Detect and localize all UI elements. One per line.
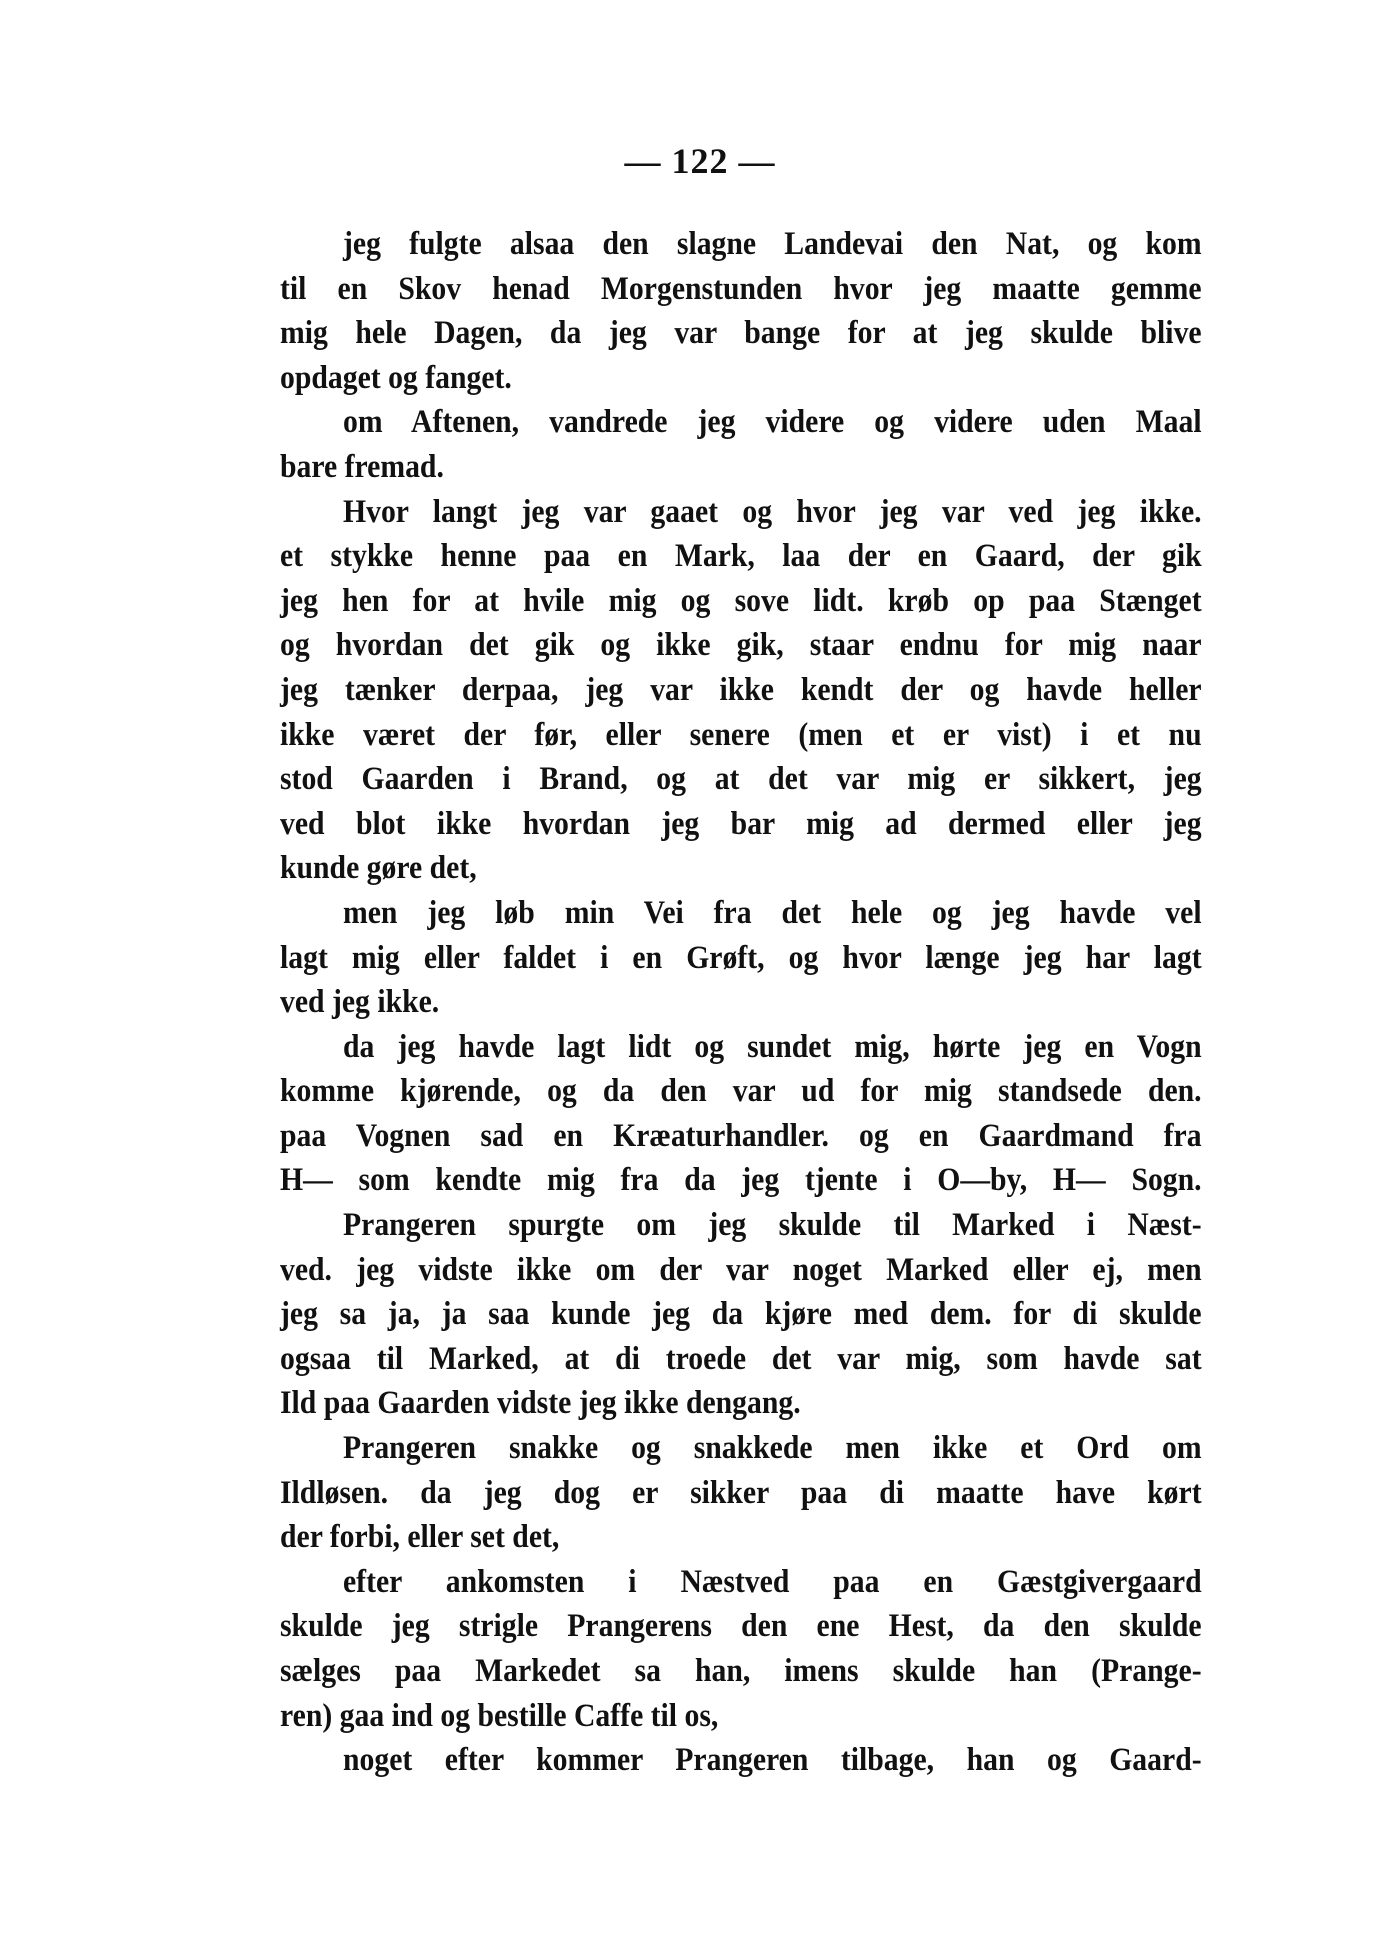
text-line: Ildløsen. da jeg dog er sikker paa di maatte have kørt [280,1474,1202,1511]
text-line: efter ankomsten i Næstved paa en Gæstgivergaard [343,1563,1202,1600]
text-line: lagt mig eller faldet i en Grøft, og hvor længe jeg har lagt [280,939,1202,976]
text-line: bare fremad. [280,448,444,485]
text-line: men jeg løb min Vei fra det hele og jeg havde vel [343,894,1202,931]
text-line: ved jeg ikke. [280,984,440,1021]
text-line: Ild paa Gaarden vidste jeg ikke dengang. [280,1385,801,1422]
text-line: H— som kendte mig fra da jeg tjente i O—by, H— Sogn. [280,1162,1202,1199]
text-line: mig hele Dagen, da jeg var bange for at jeg skulde blive [280,315,1202,352]
text-line: jeg sa ja, ja saa kunde jeg da kjøre med dem. for di skulde [280,1296,1202,1333]
text-line: et stykke henne paa en Mark, laa der en Gaard, der gik [280,538,1202,575]
text-line: ved blot ikke hvordan jeg bar mig ad dermed eller jeg [280,805,1202,842]
text-line: sælges paa Markedet sa han, imens skulde han (Prange- [280,1653,1202,1689]
text-line: om Aftenen, vandrede jeg videre og videre uden Maal [343,404,1202,441]
text-line: ren) gaa ind og bestille Caffe til os, [280,1697,719,1734]
text-line: ved. jeg vidste ikke om der var noget Marked eller ej, men [280,1251,1202,1288]
text-line: Hvor langt jeg var gaaet og hvor jeg var ved jeg ikke. [343,493,1202,530]
text-line: komme kjørende, og da den var ud for mig standsede den. [280,1073,1202,1110]
text-line: der forbi, eller set det, [280,1519,560,1556]
text-line: Prangeren spurgte om jeg skulde til Marked i Næst- [343,1207,1202,1244]
page-number: — 122 — [624,141,776,181]
text-line: Prangeren snakke og snakkede men ikke et Ord om [343,1430,1202,1467]
text-line: ikke været der før, eller senere (men et er vist) i et nu [280,716,1202,753]
text-line: stod Gaarden i Brand, og at det var mig er sikkert, jeg [280,761,1202,798]
text-line: opdaget og fanget. [280,359,512,396]
text-line: da jeg havde lagt lidt og sundet mig, hørte jeg en Vogn [343,1028,1202,1065]
text-line: noget efter kommer Prangeren tilbage, han og Gaard- [343,1742,1202,1779]
text-line: jeg fulgte alsaa den slagne Landevai den Nat, og kom [343,226,1202,262]
text-line: kunde gøre det, [280,850,477,887]
text-line: skulde jeg strigle Prangerens den ene Hest, da den skulde [280,1608,1202,1645]
text-line: jeg tænker derpaa, jeg var ikke kendt der og havde heller [280,671,1202,708]
text-line: jeg hen for at hvile mig og sove lidt. krøb op paa Stænget [280,582,1202,619]
body-text [280,222,1202,1783]
text-line: til en Skov henad Morgenstunden hvor jeg maatte gemme [280,270,1202,307]
text-line: ogsaa til Marked, at di troede det var mig, som havde sat [280,1340,1202,1377]
text-line: og hvordan det gik og ikke gik, staar endnu for mig naar [280,627,1202,664]
text-line: paa Vognen sad en Kræaturhandler. og en Gaardmand fra [280,1117,1202,1154]
